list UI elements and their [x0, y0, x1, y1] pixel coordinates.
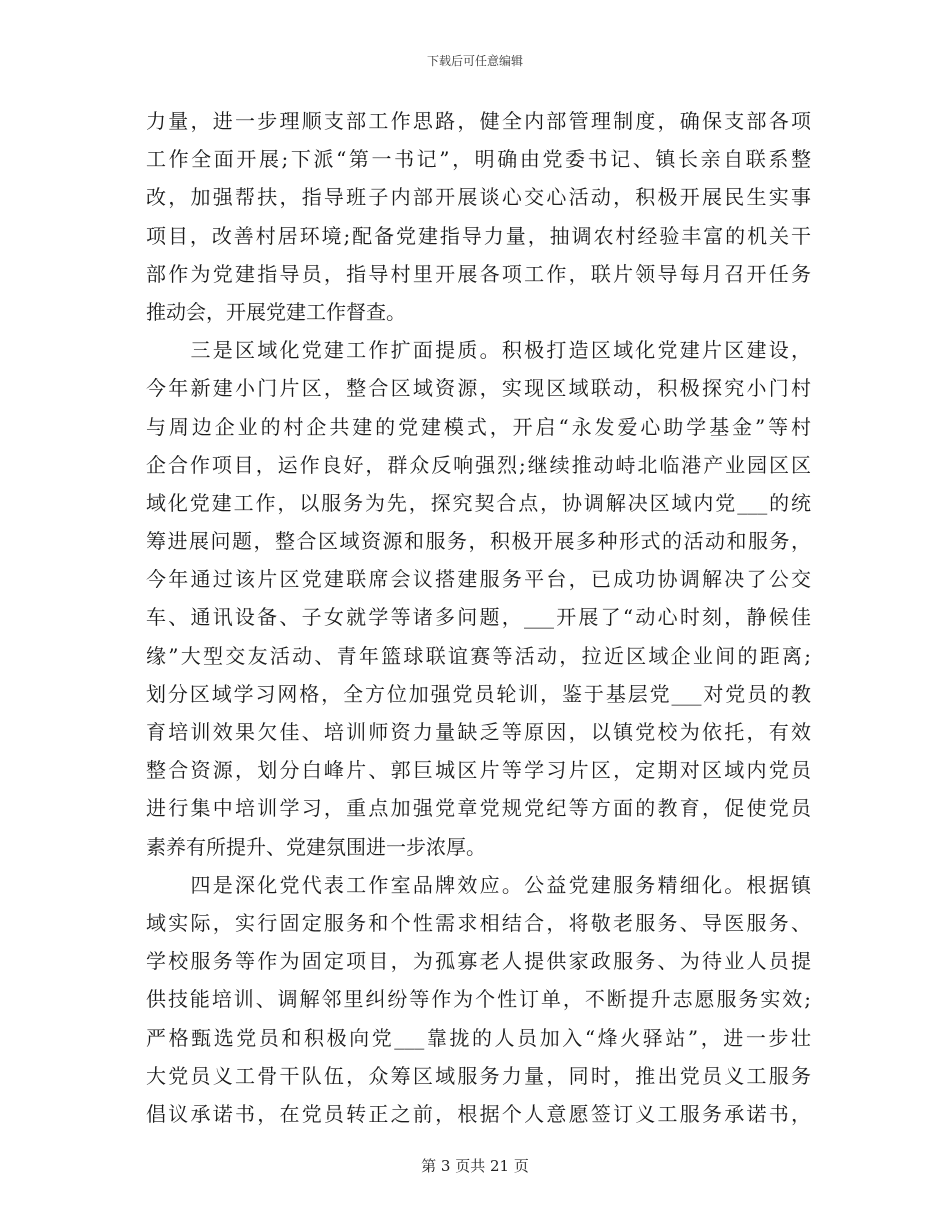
text-line: 四是深化党代表工作室品牌效应。公益党建服务精细化。根据镇: [146, 872, 811, 897]
text-line: 项目，改善村居环境;配备党建指导力量，抽调农村经验丰富的机关干: [146, 223, 811, 248]
text-line: 筹进展问题，整合区域资源和服务，积极开展多种形式的活动和服务，: [146, 529, 811, 554]
text-line: 今年通过该片区党建联席会议搭建服务平台，已成功协调解决了公交: [146, 567, 811, 592]
text-line: 育培训效果欠佳、培训师资力量缺乏等原因，以镇党校为依托，有效: [146, 720, 811, 744]
text-line: 车、通讯设备、子女就学等诸多问题，___开展了“动心时刻，静候佳: [146, 605, 811, 630]
text-line: 推动会，开展党建工作督查。: [146, 299, 406, 324]
text-line: 大党员义工骨干队伍，众筹区域服务力量，同时，推出党员义工服务: [146, 1063, 811, 1088]
page-number: 第 3 页共 21 页: [421, 1157, 529, 1175]
text-line: 供技能培训、调解邻里纠纷等作为个性订单，不断提升志愿服务实效;: [146, 987, 811, 1012]
body-text: [146, 102, 811, 1133]
page-header: 下载后可任意编辑: [426, 54, 523, 68]
text-line: 学校服务等作为固定项目，为孤寡老人提供家政服务、为待业人员提: [146, 949, 811, 974]
text-line: 域化党建工作，以服务为先，探究契合点，协调解决区域内党___的统: [146, 490, 811, 515]
text-line: 严格甄选党员和积极向党___靠拢的人员加入“烽火驿站”，进一步壮: [146, 1025, 811, 1050]
text-line: 缘”大型交友活动、青年篮球联谊赛等活动，拉近区域企业间的距离;: [146, 643, 811, 668]
text-line: 划分区域学习网格，全方位加强党员轮训，鉴于基层党___对党员的教: [146, 681, 811, 706]
text-line: 企合作项目，运作良好，群众反响强烈;继续推动峙北临港产业园区区: [146, 452, 811, 477]
text-line: 与周边企业的村企共建的党建模式，开启“永发爱心助学基金”等村: [146, 414, 811, 439]
text-line: 今年新建小门片区，整合区域资源，实现区域联动，积极探究小门村: [146, 376, 811, 401]
text-line: 倡议承诺书，在党员转正之前，根据个人意愿签订义工服务承诺书，: [146, 1101, 811, 1126]
text-line: 工作全面开展;下派“第一书记”，明确由党委书记、镇长亲自联系整: [146, 147, 811, 172]
text-line: 域实际，实行固定服务和个性需求相结合，将敬老服务、导医服务、: [146, 910, 811, 935]
text-line: 部作为党建指导员，指导村里开展各项工作，联片领导每月召开任务: [146, 261, 811, 286]
text-line: 改，加强帮扶，指导班子内部开展谈心交心活动，积极开展民生实事: [146, 185, 811, 210]
text-line: 三是区域化党建工作扩面提质。积极打造区域化党建片区建设，: [146, 338, 811, 363]
text-line: 素养有所提升、党建氛围进一步浓厚。: [146, 834, 486, 859]
text-line: 力量，进一步理顺支部工作思路，健全内部管理制度，确保支部各项: [146, 109, 811, 133]
text-line: 进行集中培训学习，重点加强党章党规党纪等方面的教育，促使党员: [146, 796, 811, 821]
text-line: 整合资源，划分白峰片、郭巨城区片等学习片区，定期对区域内党员: [146, 758, 811, 783]
